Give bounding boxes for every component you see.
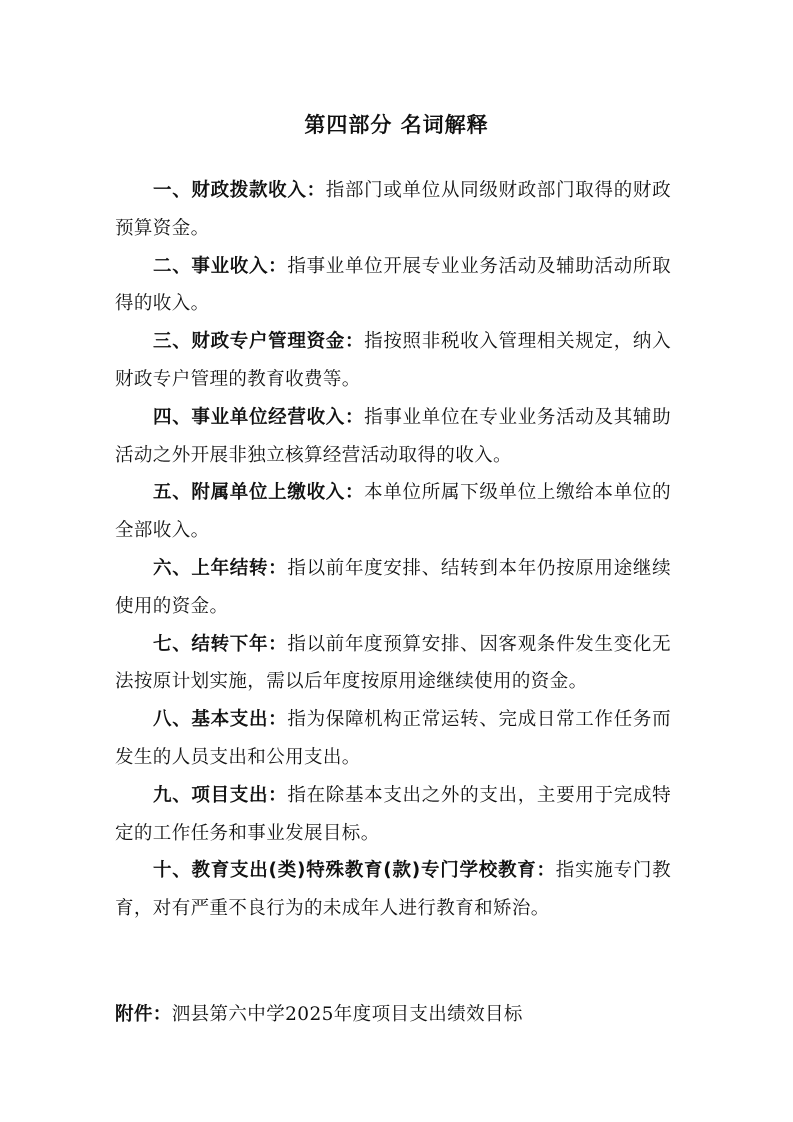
term-name: 七、结转下年： <box>153 633 288 655</box>
term-definition: 指以前年度安排、结转到本年仍按原用途继续使用的资金。 <box>115 557 671 617</box>
term-definition: 指部门或单位从同级财政部门取得的财政预算资金。 <box>115 180 671 239</box>
glossary-item <box>115 550 671 626</box>
term-name: 八、基本支出： <box>153 709 288 731</box>
term-name: 十、教育支出(类)特殊教育(款)专门学校教育： <box>153 860 556 882</box>
term-name: 一、财政拨款收入： <box>153 180 326 201</box>
glossary-item <box>115 474 671 550</box>
glossary-item <box>115 248 671 324</box>
term-name: 五、附属单位上缴收入： <box>153 482 365 504</box>
term-name: 九、项目支出： <box>153 784 288 806</box>
attachment-label: 附件： <box>115 1004 172 1025</box>
attachment-line <box>115 996 671 1033</box>
term-definition: 指事业单位在专业业务活动及其辅助活动之外开展非独立核算经营活动取得的收入。 <box>115 406 671 466</box>
term-name: 六、上年结转： <box>153 557 288 579</box>
term-name: 四、事业单位经营收入： <box>153 406 365 428</box>
term-definition: 指实施专门教育，对有严重不良行为的未成年人进行教育和矫治。 <box>115 860 671 920</box>
term-definition: 本单位所属下级单位上缴给本单位的全部收入。 <box>115 482 671 542</box>
glossary-item <box>115 323 671 399</box>
glossary-item <box>115 701 671 777</box>
glossary-item <box>115 777 671 853</box>
term-definition: 指事业单位开展专业业务活动及辅助活动所取得的收入。 <box>115 255 671 315</box>
term-name: 三、财政专户管理资金： <box>153 331 365 353</box>
glossary-item <box>115 399 671 475</box>
term-name: 二、事业收入： <box>153 255 288 277</box>
glossary-item <box>115 852 671 928</box>
page-title: 第四部分 名词解释 <box>304 113 489 137</box>
glossary-item <box>115 172 671 248</box>
term-definition: 指以前年度预算安排、因客观条件发生变化无法按原计划实施，需以后年度按原用途继续使用的资金。 <box>115 633 671 693</box>
glossary-item <box>115 626 671 702</box>
glossary-list <box>115 172 671 928</box>
term-definition: 指在除基本支出之外的支出，主要用于完成特定的工作任务和事业发展目标。 <box>115 784 671 844</box>
term-definition: 指按照非税收入管理相关规定，纳入财政专户管理的教育收费等。 <box>115 331 671 390</box>
term-definition: 指为保障机构正常运转、完成日常工作任务而发生的人员支出和公用支出。 <box>115 709 671 768</box>
attachment-title: 泗县第六中学2025年度项目支出绩效目标 <box>171 1004 523 1025</box>
